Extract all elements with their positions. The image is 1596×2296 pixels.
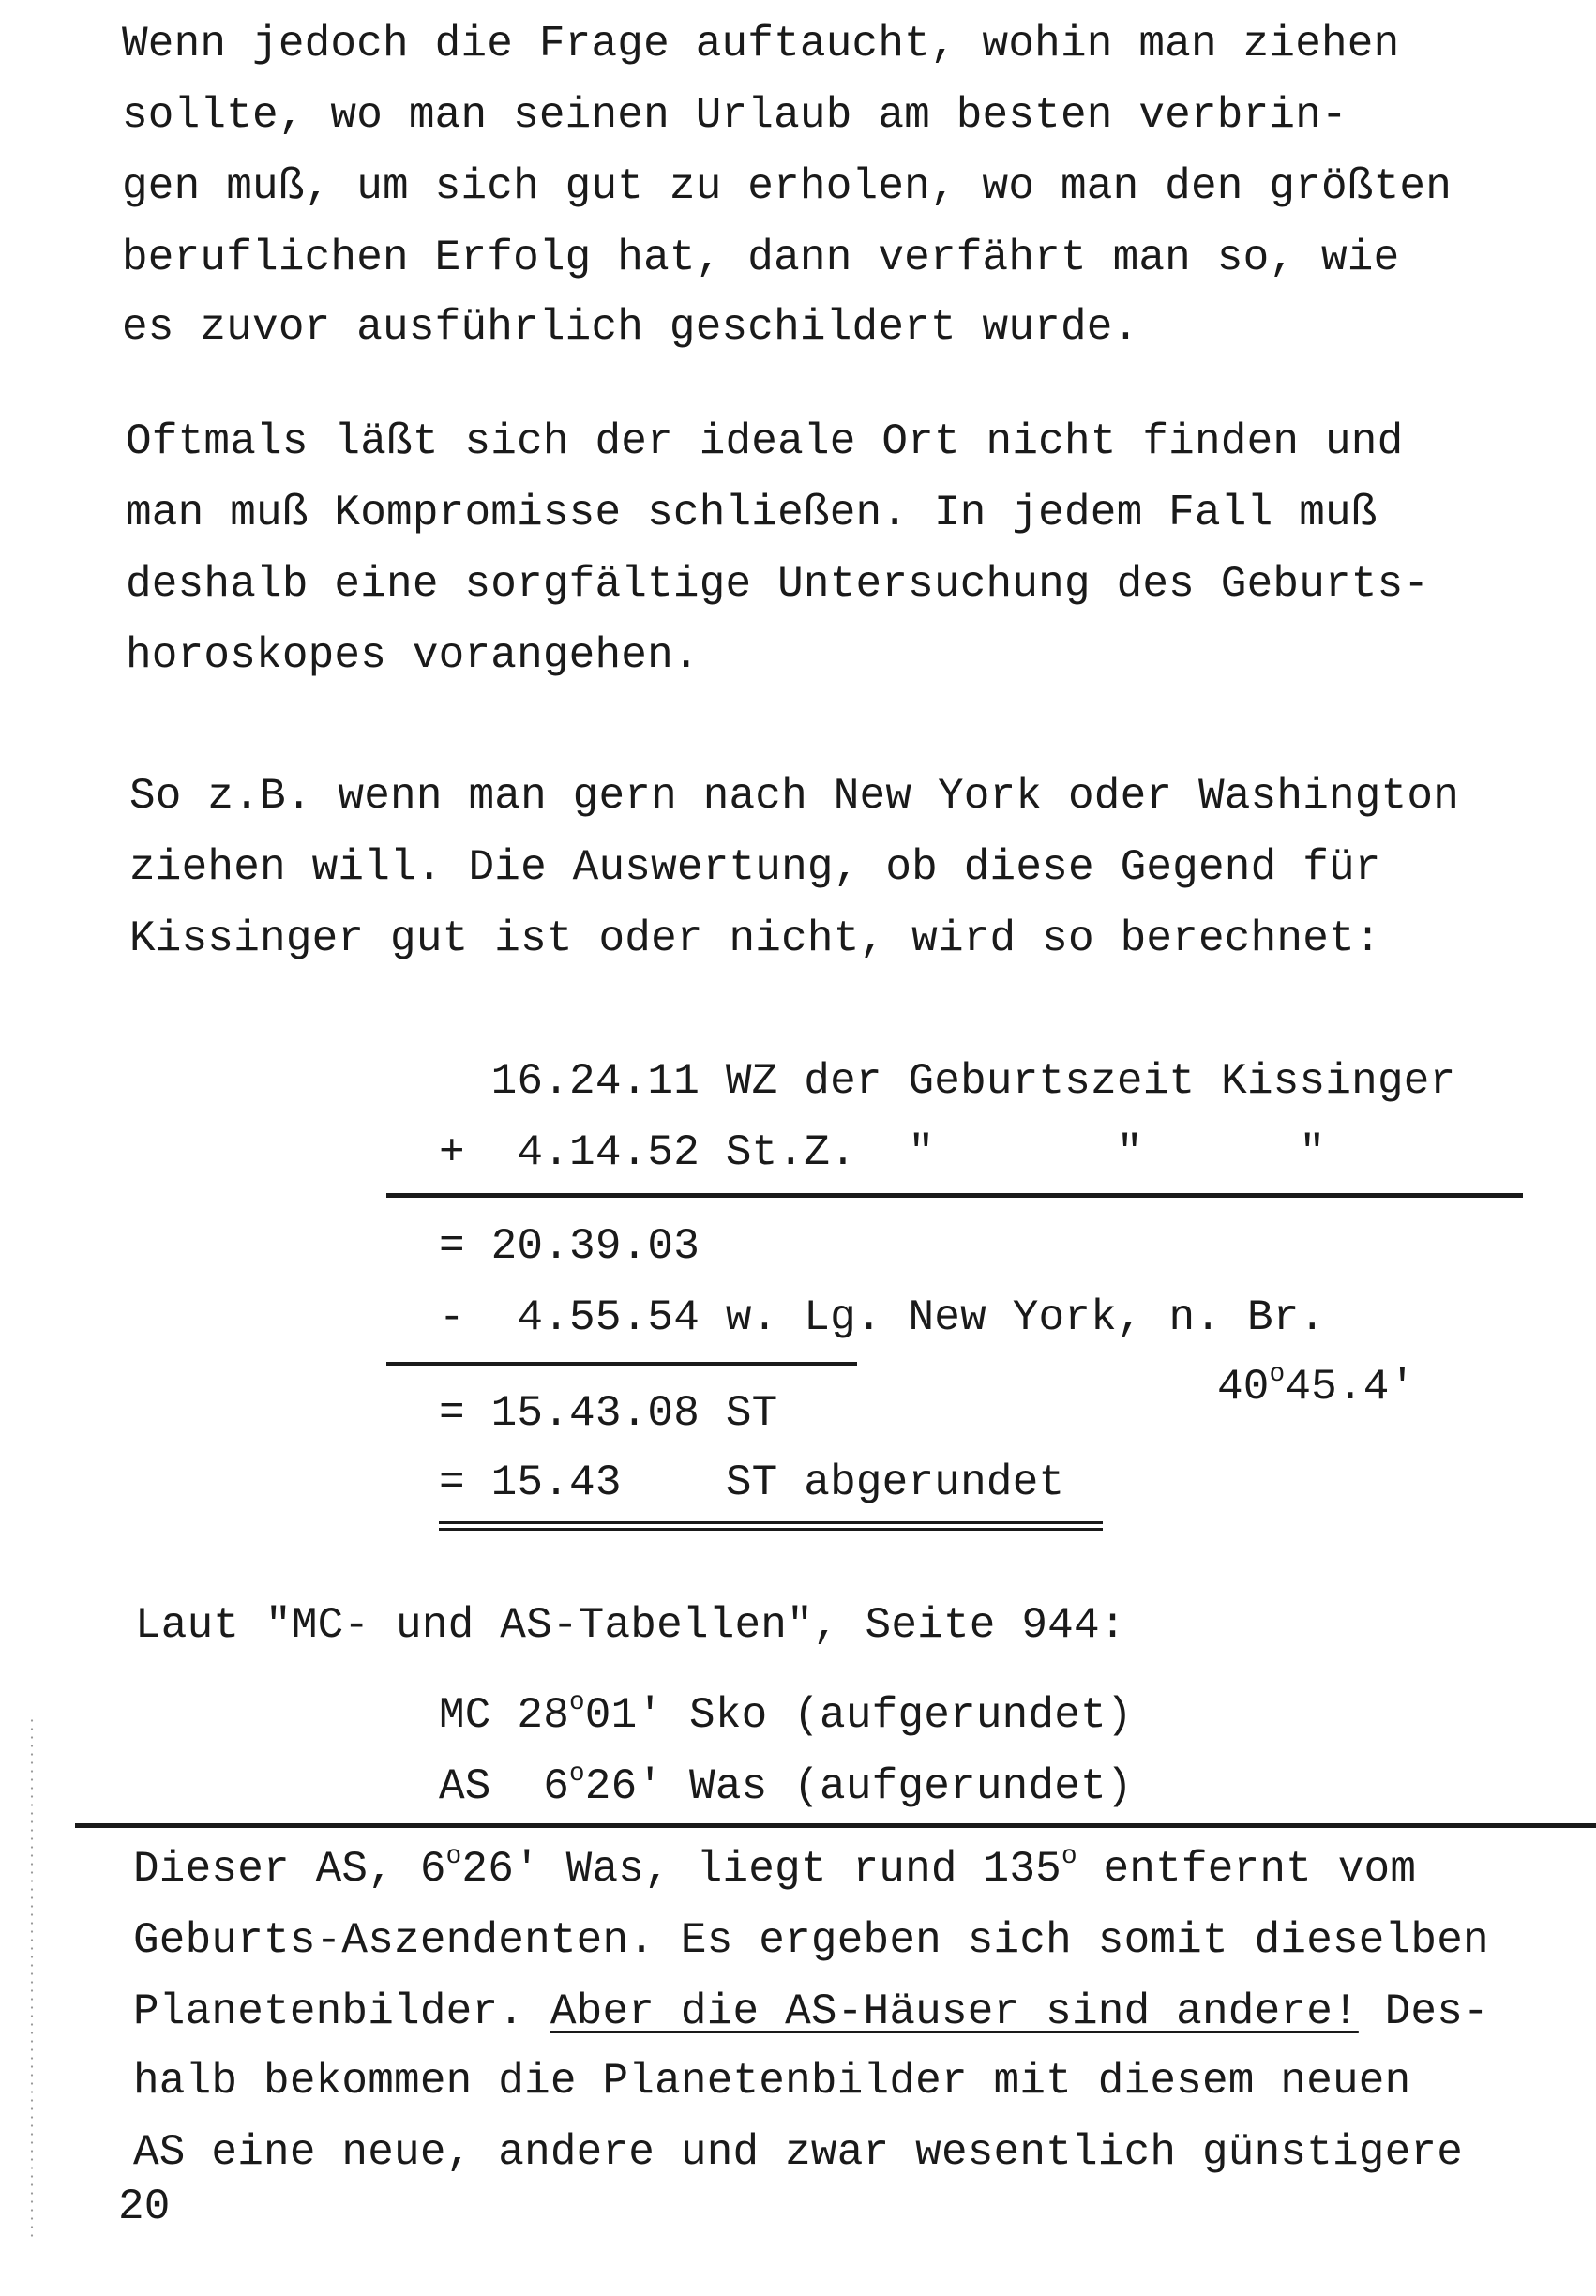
calc-sum-rule	[386, 1193, 1523, 1198]
paragraph-2-line-1: Oftmals läßt sich der ideale Ort nicht finden und	[126, 417, 1404, 466]
paragraph-3-line-2: ziehen will. Die Auswertung, ob diese Gegend für	[129, 843, 1381, 892]
calc-latitude: 40$^o$45.4'	[1217, 1359, 1416, 1412]
calc-row-sidereal-result: = 15.43.08 ST	[439, 1389, 778, 1438]
paragraph-3-line-1: So z.B. wenn man gern nach New York oder Washington	[129, 772, 1460, 821]
mc-line: MC 28$^o$01' Sko (aufgerundet)	[439, 1687, 1133, 1740]
paragraph-1-line-1: Wenn jedoch die Frage auftaucht, wohin man ziehen	[122, 20, 1400, 68]
paragraph-2-line-3: deshalb eine sorgfältige Untersuchung des Geburts-	[126, 560, 1430, 609]
calc-row-sum: = 20.39.03	[439, 1222, 700, 1271]
paragraph-4-line-3: Planetenbilder. Aber die AS-Häuser sind andere! Des-	[133, 1987, 1489, 2036]
paragraph-1-line-3: gen muß, um sich gut zu erholen, wo man den größten	[122, 162, 1453, 211]
calc-difference-rule	[386, 1362, 857, 1366]
calc-double-rule	[439, 1521, 1103, 1531]
calc-row-rounded: = 15.43 ST abgerundet	[439, 1458, 1065, 1507]
emphasis-underlined: Aber die AS-Häuser sind andere!	[550, 1987, 1359, 2036]
paragraph-4-line-5: AS eine neue, andere und zwar wesentlich günstigere	[133, 2128, 1464, 2177]
section-rule	[75, 1823, 1596, 1828]
calc-row-sidereal: + 4.14.52 St.Z. " " "	[439, 1128, 1326, 1177]
paragraph-4-line-4: halb bekommen die Planetenbilder mit diesem neuen	[133, 2057, 1411, 2106]
paragraph-1-line-2: sollte, wo man seinen Urlaub am besten verbrin-	[122, 91, 1348, 140]
paragraph-4-line-1: Dieser AS, 6$^o$26' Was, liegt rund 135$^o$ entfernt vom	[133, 1841, 1417, 1894]
page-number: 20	[118, 2183, 171, 2231]
paragraph-2-line-2: man muß Kompromisse schließen. In jedem Fall muß	[126, 489, 1378, 537]
tables-reference: Laut "MC- und AS-Tabellen", Seite 944:	[135, 1601, 1126, 1650]
paragraph-1-line-4: beruflichen Erfolg hat, dann verfährt man so, wie	[122, 234, 1400, 282]
binding-margin-dots	[30, 1716, 34, 2242]
paragraph-4-line-2: Geburts-Aszendenten. Es ergeben sich somit dieselben	[133, 1916, 1489, 1965]
calc-row-birth-time: 16.24.11 WZ der Geburtszeit Kissinger	[439, 1057, 1456, 1106]
paragraph-2-line-4: horoskopes vorangehen.	[126, 631, 700, 680]
as-line: AS 6$^o$26' Was (aufgerundet)	[439, 1759, 1133, 1811]
paragraph-3-line-3: Kissinger gut ist oder nicht, wird so berechnet:	[129, 914, 1381, 963]
paragraph-1-line-5: es zuvor ausführlich geschildert wurde.	[122, 303, 1139, 352]
calc-row-longitude: - 4.55.54 w. Lg. New York, n. Br.	[439, 1293, 1326, 1342]
